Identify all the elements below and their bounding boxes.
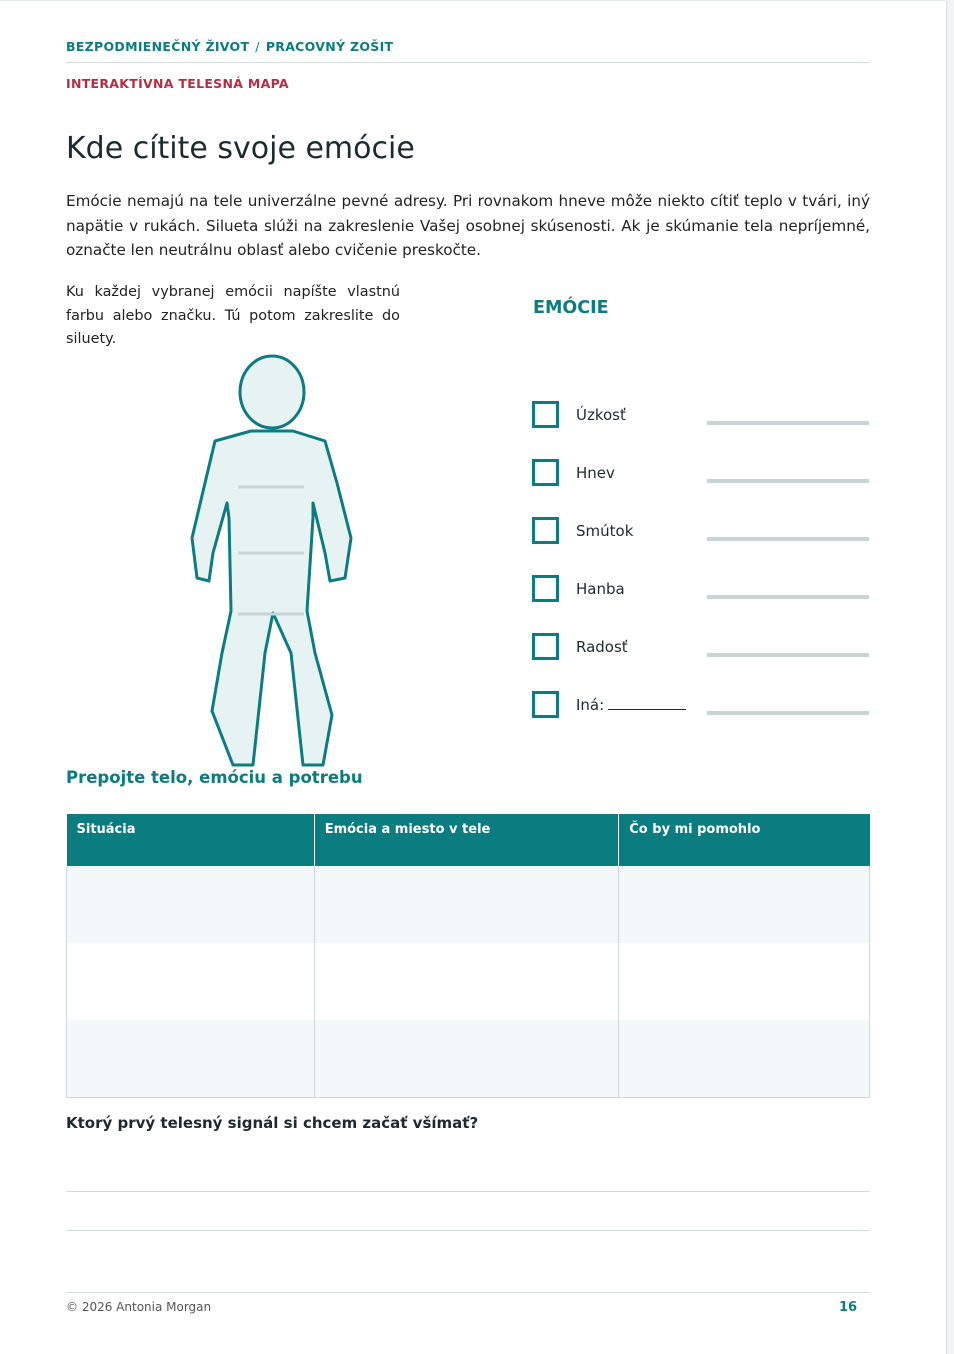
answer-line-1[interactable]: [66, 1191, 870, 1192]
emotions-heading: EMÓCIE: [533, 298, 609, 318]
table-row: [67, 866, 870, 943]
page-title: Kde cítite svoje emócie: [66, 131, 415, 166]
table-cell[interactable]: [314, 943, 619, 1020]
table-cell[interactable]: [619, 943, 870, 1020]
color-mark-line[interactable]: [707, 421, 869, 425]
table-cell[interactable]: [67, 943, 315, 1020]
silhouette-head: [240, 356, 304, 428]
body-silhouette[interactable]: [185, 353, 357, 773]
column-header-emotion-location: Emócia a miesto v tele: [314, 814, 619, 866]
color-mark-line[interactable]: [707, 711, 869, 715]
emotion-row-radost: [532, 633, 870, 661]
table-row: [67, 1020, 870, 1097]
emotion-row-smutok: [532, 517, 870, 545]
table-cell[interactable]: [67, 866, 315, 943]
table-cell[interactable]: [619, 866, 870, 943]
emotion-checkbox[interactable]: [532, 633, 559, 660]
table-row: [67, 943, 870, 1020]
emotion-label: Iná:: [576, 696, 605, 714]
color-mark-line[interactable]: [707, 479, 869, 483]
reflection-question: Ktorý prvý telesný signál si chcem začať všímať?: [66, 1114, 479, 1132]
running-header: [66, 39, 393, 54]
header-divider: [66, 62, 870, 63]
header-separator: /: [255, 39, 260, 54]
color-mark-line[interactable]: [707, 595, 869, 599]
emotion-row-hnev: [532, 459, 870, 487]
intro-paragraph: Emócie nemajú na tele univerzálne pevné adresy. Pri rovnakom hneve môže niekto cítiť teplo v tvári, iný napätie v rukách. Silueta slúži na zakreslenie Vašej osobnej skúsenosti. Ak je skúmanie tela nepríjemné, označte len neutrálnu oblasť alebo cvičenie preskočte.: [66, 192, 870, 259]
answer-line-2[interactable]: [66, 1230, 870, 1231]
emotion-row-uzkost: [532, 401, 870, 429]
section-label: INTERAKTÍVNA TELESNÁ MAPA: [66, 76, 289, 91]
page-number: 16: [839, 1300, 858, 1315]
header-book-title: BEZPODMIENEČNÝ ŽIVOT: [66, 39, 250, 54]
emotion-checkbox[interactable]: [532, 575, 559, 602]
emotion-checkbox[interactable]: [532, 517, 559, 544]
table-cell[interactable]: [67, 1020, 315, 1097]
emotion-label: Hnev: [576, 464, 615, 482]
emotion-checkbox[interactable]: [532, 459, 559, 486]
instruction-text: Ku každej vybranej emócii napíšte vlastnú farbu alebo značku. Tú potom zakreslite do siluety.: [66, 284, 400, 347]
column-header-need: Čo by mi pomohlo: [619, 814, 870, 866]
table-header-row: [67, 814, 870, 866]
emotion-label-other: [576, 696, 686, 714]
column-header-situation: Situácia: [67, 814, 315, 866]
silhouette-body: [192, 431, 351, 765]
reflection-table: [66, 814, 870, 1098]
emotion-checkbox[interactable]: [532, 691, 559, 718]
emotion-checkbox[interactable]: [532, 401, 559, 428]
emotion-label: Hanba: [576, 580, 625, 598]
color-mark-line[interactable]: [707, 537, 869, 541]
table-heading: Prepojte telo, emóciu a potrebu: [66, 768, 363, 787]
emotion-label: Úzkosť: [576, 406, 626, 424]
footer-copyright: © 2026 Antonia Morgan: [66, 1300, 212, 1314]
footer-divider: [66, 1292, 870, 1293]
other-emotion-blank[interactable]: [608, 696, 686, 710]
page-edge: [947, 0, 954, 1354]
table-cell[interactable]: [314, 1020, 619, 1097]
emotion-label: Smútok: [576, 522, 634, 540]
table-cell[interactable]: [619, 1020, 870, 1097]
color-mark-line[interactable]: [707, 653, 869, 657]
header-section: PRACOVNÝ ZOŠIT: [265, 39, 394, 54]
emotion-row-ina: [532, 691, 870, 719]
emotion-row-hanba: [532, 575, 870, 603]
table-cell[interactable]: [314, 866, 619, 943]
emotion-label: Radosť: [576, 638, 628, 656]
